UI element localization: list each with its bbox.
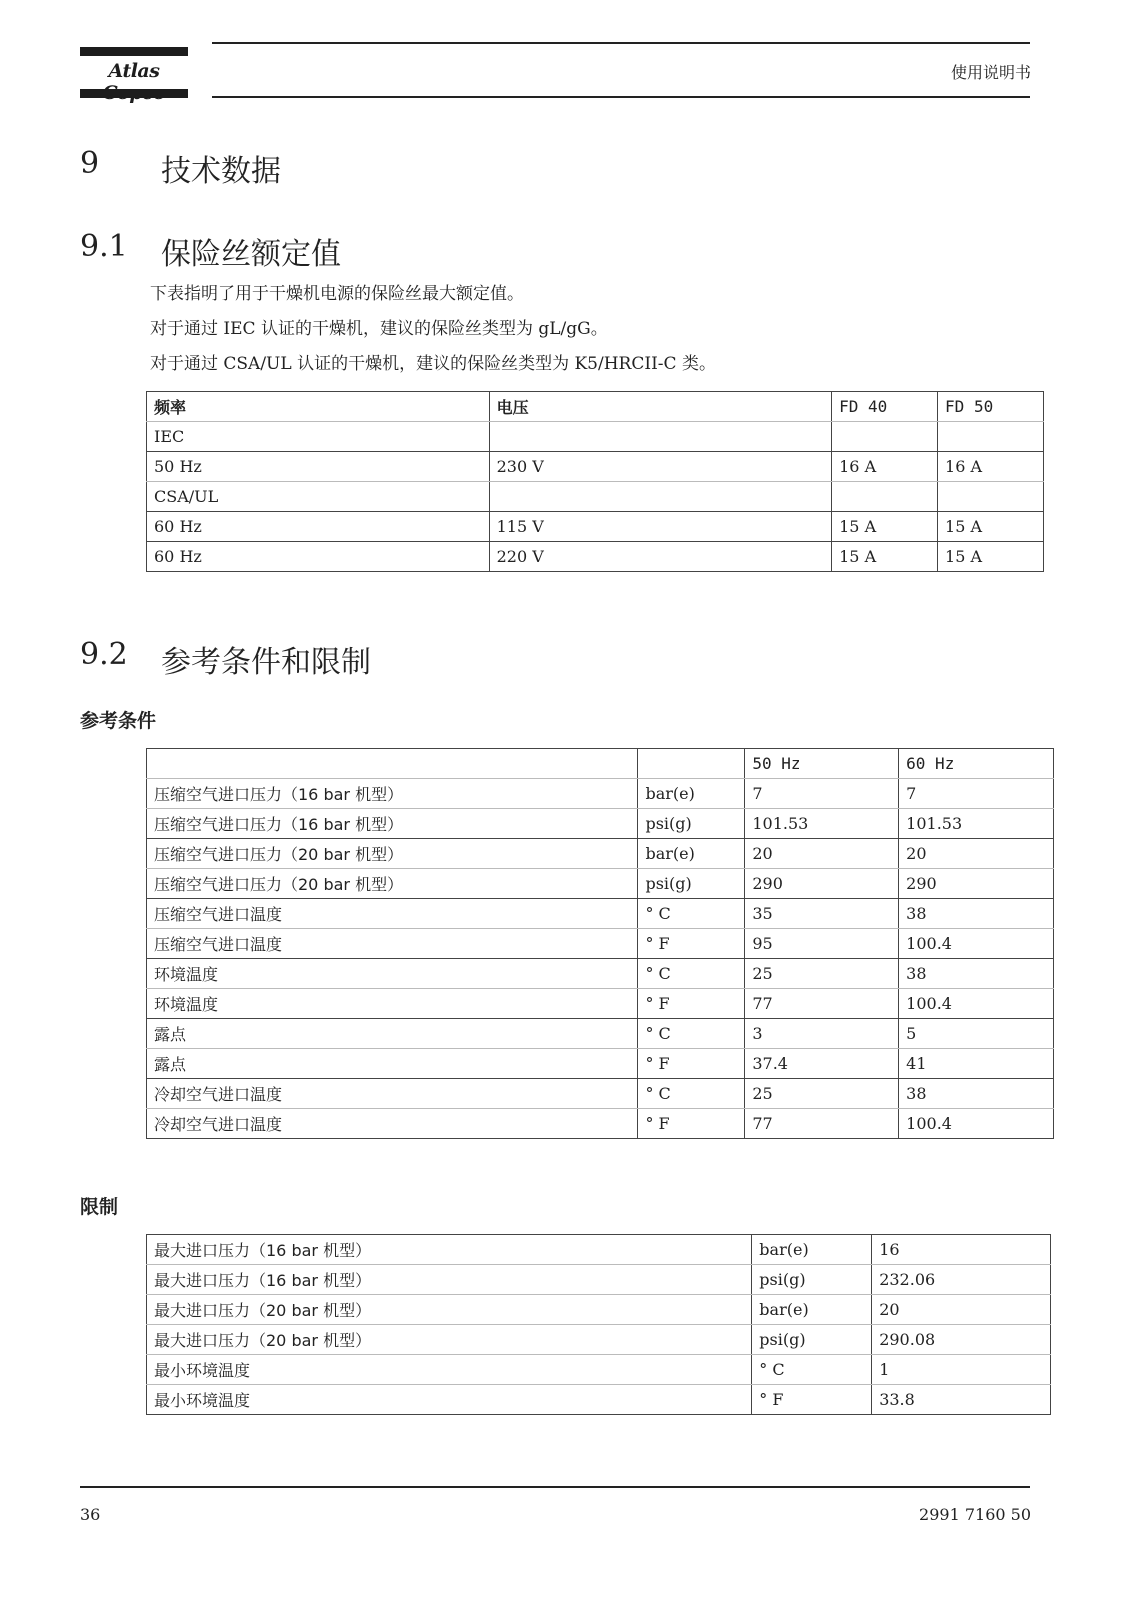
table-cell: 20 [872, 1295, 1051, 1325]
table-cell: 115 V [489, 512, 832, 542]
table-cell: 20 [899, 839, 1054, 869]
table-header: 电压 [489, 392, 832, 422]
table-cell: IEC [147, 422, 490, 452]
table-cell: 101.53 [745, 809, 899, 839]
table-cell: ° C [638, 1079, 745, 1109]
table-cell: 100.4 [899, 989, 1054, 1019]
section-9-1-heading [80, 229, 680, 272]
table-cell: 压缩空气进口压力（20 bar 机型） [147, 869, 638, 899]
table-row [147, 1355, 1051, 1385]
doc-label: 使用说明书 [950, 63, 1031, 82]
table-cell: 最小环境温度 [147, 1355, 752, 1385]
table-header: FD 40 [832, 392, 938, 422]
header-rule-bottom [212, 96, 1030, 98]
table-cell [938, 482, 1044, 512]
document-code: 2991 7160 50 [919, 1505, 1031, 1524]
table-cell: 38 [899, 959, 1054, 989]
table-cell: 25 [745, 959, 899, 989]
table-cell [489, 422, 832, 452]
table-cell: ° F [638, 929, 745, 959]
table-cell [832, 422, 938, 452]
limits-heading: 限制 [80, 1196, 119, 1218]
table-cell [832, 482, 938, 512]
table-cell: 77 [745, 989, 899, 1019]
table-cell: bar(e) [752, 1235, 872, 1265]
table-cell: 15 A [938, 542, 1044, 572]
table-row [147, 512, 1044, 542]
section-title: 保险丝额定值 [161, 237, 341, 272]
table-cell: psi(g) [638, 809, 745, 839]
table-row [147, 452, 1044, 482]
table-row [147, 899, 1054, 929]
atlas-copco-logo [80, 47, 188, 101]
table-cell: 压缩空气进口温度 [147, 899, 638, 929]
table-cell: ° F [638, 989, 745, 1019]
table-row [147, 1325, 1051, 1355]
table-cell [938, 422, 1044, 452]
table-cell: ° C [638, 959, 745, 989]
table-cell: 15 A [832, 512, 938, 542]
table-cell: 60 Hz [147, 512, 490, 542]
table-row [147, 1385, 1051, 1415]
section-number: 9.2 [80, 637, 128, 672]
table-cell: 最大进口压力（20 bar 机型） [147, 1325, 752, 1355]
table-cell: 41 [899, 1049, 1054, 1079]
table-cell: 15 A [938, 512, 1044, 542]
table-cell: 5 [899, 1019, 1054, 1049]
table-cell: 37.4 [745, 1049, 899, 1079]
section-9-heading [80, 146, 680, 189]
table-cell: 290.08 [872, 1325, 1051, 1355]
reference-conditions-table [146, 748, 1054, 1139]
limits-table [146, 1234, 1051, 1415]
table-row [147, 1079, 1054, 1109]
table-cell: CSA/UL [147, 482, 490, 512]
table-cell: 环境温度 [147, 989, 638, 1019]
table-cell: 38 [899, 899, 1054, 929]
table-cell: 露点 [147, 1019, 638, 1049]
paragraph: 下表指明了用于干燥机电源的保险丝最大额定值。 [150, 284, 524, 304]
table-row [147, 542, 1044, 572]
table-cell: ° C [638, 899, 745, 929]
fuse-rating-table [146, 391, 1044, 572]
table-row [147, 779, 1054, 809]
table-header: 频率 [147, 392, 490, 422]
reference-conditions-heading: 参考条件 [80, 710, 157, 732]
table-row [147, 1265, 1051, 1295]
table-cell: 16 A [832, 452, 938, 482]
table-row [147, 929, 1054, 959]
table-row [147, 1235, 1051, 1265]
table-cell: ° F [638, 1049, 745, 1079]
table-cell: 20 [745, 839, 899, 869]
table-row [147, 809, 1054, 839]
footer-rule [80, 1486, 1030, 1488]
paragraph: 对于通过 CSA/UL 认证的干燥机，建议的保险丝类型为 K5/HRCII-C 类。 [150, 354, 716, 374]
table-header: FD 50 [938, 392, 1044, 422]
table-row [147, 422, 1044, 452]
table-row [147, 959, 1054, 989]
table-header-row [147, 749, 1054, 779]
table-cell: 7 [899, 779, 1054, 809]
table-cell: bar(e) [752, 1295, 872, 1325]
table-cell: 环境温度 [147, 959, 638, 989]
table-cell: 最大进口压力（16 bar 机型） [147, 1235, 752, 1265]
table-header: 50 Hz [745, 749, 899, 779]
table-header: 60 Hz [899, 749, 1054, 779]
table-cell: 冷却空气进口温度 [147, 1079, 638, 1109]
table-row [147, 1019, 1054, 1049]
table-row [147, 839, 1054, 869]
table-cell: 压缩空气进口压力（16 bar 机型） [147, 809, 638, 839]
table-cell: 16 A [938, 452, 1044, 482]
table-cell: 3 [745, 1019, 899, 1049]
table-cell: 230 V [489, 452, 832, 482]
table-cell: ° C [638, 1019, 745, 1049]
page-number: 36 [80, 1505, 101, 1524]
table-row [147, 869, 1054, 899]
table-cell: 290 [899, 869, 1054, 899]
table-cell: 95 [745, 929, 899, 959]
table-cell: bar(e) [638, 779, 745, 809]
table-cell: psi(g) [638, 869, 745, 899]
table-cell: 33.8 [872, 1385, 1051, 1415]
table-header [147, 749, 638, 779]
table-cell: ° C [752, 1355, 872, 1385]
section-title: 技术数据 [161, 154, 281, 189]
table-cell: 100.4 [899, 929, 1054, 959]
table-cell: 100.4 [899, 1109, 1054, 1139]
table-cell: 16 [872, 1235, 1051, 1265]
table-cell: 38 [899, 1079, 1054, 1109]
table-cell: 220 V [489, 542, 832, 572]
table-cell: 35 [745, 899, 899, 929]
table-cell: 压缩空气进口温度 [147, 929, 638, 959]
table-cell: 最小环境温度 [147, 1385, 752, 1415]
table-row [147, 1295, 1051, 1325]
paragraph: 对于通过 IEC 认证的干燥机，建议的保险丝类型为 gL/gG。 [150, 319, 608, 339]
table-cell: 最大进口压力（20 bar 机型） [147, 1295, 752, 1325]
table-row [147, 482, 1044, 512]
header-rule-top [212, 42, 1030, 44]
section-9-2-heading [80, 637, 680, 680]
logo-text: Atlas [108, 60, 160, 82]
table-cell: 7 [745, 779, 899, 809]
table-cell: ° F [752, 1385, 872, 1415]
table-cell: 101.53 [899, 809, 1054, 839]
table-cell: 50 Hz [147, 452, 490, 482]
table-cell: 25 [745, 1079, 899, 1109]
table-cell: 最大进口压力（16 bar 机型） [147, 1265, 752, 1295]
table-cell: 1 [872, 1355, 1051, 1385]
table-row [147, 1049, 1054, 1079]
table-row [147, 989, 1054, 1019]
table-cell [489, 482, 832, 512]
table-cell: psi(g) [752, 1325, 872, 1355]
table-row [147, 1109, 1054, 1139]
table-cell: psi(g) [752, 1265, 872, 1295]
table-cell: bar(e) [638, 839, 745, 869]
section-number: 9 [80, 146, 100, 181]
table-cell: 290 [745, 869, 899, 899]
table-cell: 露点 [147, 1049, 638, 1079]
table-cell: 60 Hz [147, 542, 490, 572]
table-cell: 冷却空气进口温度 [147, 1109, 638, 1139]
table-cell: ° F [638, 1109, 745, 1139]
table-cell: 15 A [832, 542, 938, 572]
table-cell: 232.06 [872, 1265, 1051, 1295]
table-cell: 77 [745, 1109, 899, 1139]
table-cell: 压缩空气进口压力（16 bar 机型） [147, 779, 638, 809]
table-header [638, 749, 745, 779]
table-cell: 压缩空气进口压力（20 bar 机型） [147, 839, 638, 869]
section-number: 9.1 [80, 229, 128, 264]
section-title: 参考条件和限制 [161, 645, 371, 680]
